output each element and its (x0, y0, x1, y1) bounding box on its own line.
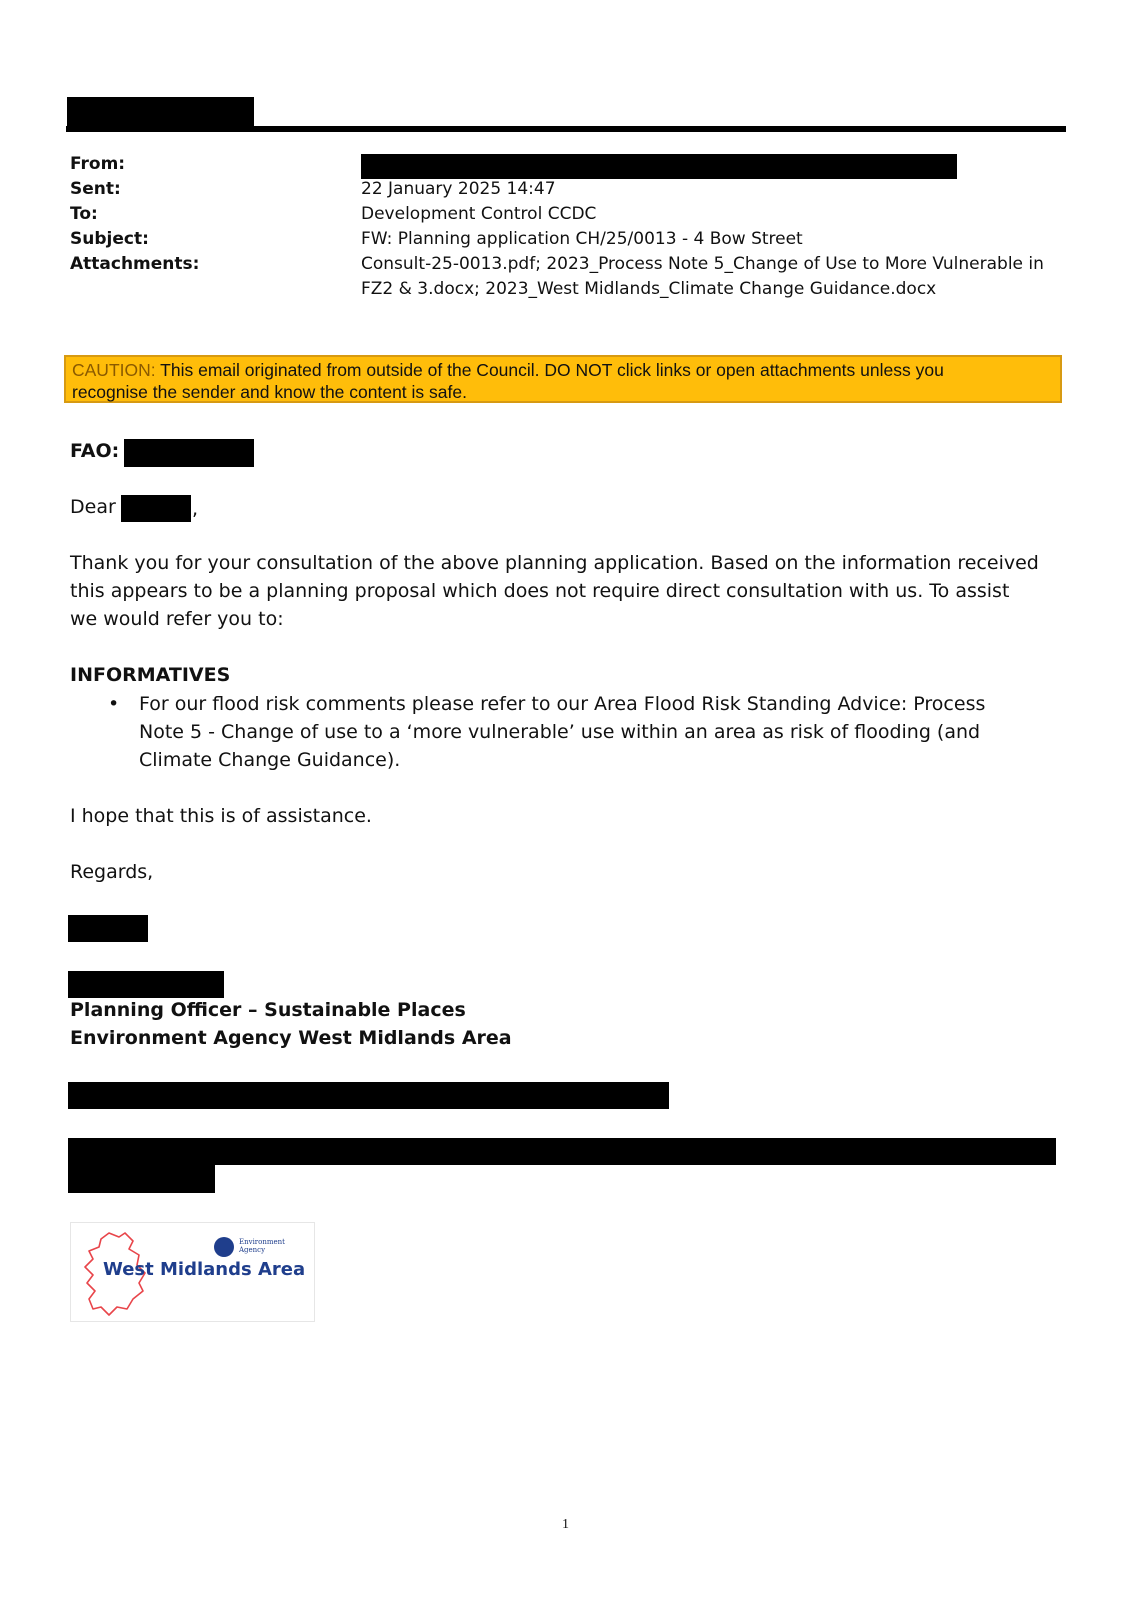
redacted-from-value (361, 154, 957, 179)
redacted-recipient-name (121, 495, 191, 522)
sent-value: 22 January 2025 14:47 (361, 179, 556, 199)
paragraph-line-1: Thank you for your consultation of the above planning application. Based on the information received (70, 552, 1039, 574)
attachments-label: Attachments: (70, 254, 200, 274)
attachments-line-2[interactable]: FZ2 & 3.docx; 2023_West Midlands_Climate Change Guidance.docx (361, 279, 937, 299)
signature-organisation: Environment Agency West Midlands Area (70, 1027, 512, 1049)
paragraph-line-2: this appears to be a planning proposal which does not require direct consultation with us. To assist (70, 580, 1010, 602)
caution-text-1: This email originated from outside of the Council. DO NOT click links or open attachments unless you (160, 360, 944, 380)
redacted-address-line-2 (68, 1165, 215, 1193)
logo-text: West Midlands Area (103, 1259, 306, 1280)
closing-text: I hope that this is of assistance. (70, 805, 372, 827)
caution-banner (64, 355, 1062, 403)
badge-line-2: Agency (239, 1246, 266, 1254)
list-item (70, 690, 1020, 774)
caution-line-1 (72, 359, 1054, 381)
dear-label: Dear (70, 496, 116, 518)
to-value: Development Control CCDC (361, 204, 597, 224)
subject-label: Subject: (70, 229, 149, 249)
bullet-icon: • (108, 693, 120, 715)
redacted-contact-line (68, 1082, 669, 1109)
redacted-fao-name (124, 439, 254, 467)
informatives-heading: INFORMATIVES (70, 664, 231, 686)
redacted-sender-header (67, 97, 254, 129)
bullet-line-2: Note 5 - Change of use to a ‘more vulnerable’ use within an area as risk of flooding (and (139, 721, 981, 743)
sent-label: Sent: (70, 179, 121, 199)
environment-agency-badge (239, 1238, 285, 1254)
informatives-list (70, 690, 1020, 774)
caution-text-2: recognise the sender and know the content is safe. (72, 382, 467, 402)
redacted-signature-line (68, 971, 224, 998)
header-divider (66, 126, 1066, 132)
badge-line-1: Environment (239, 1238, 285, 1246)
signature-title: Planning Officer – Sustainable Places (70, 999, 466, 1021)
from-label: From: (70, 154, 126, 174)
bullet-line-1: For our flood risk comments please refer to our Area Flood Risk Standing Advice: Process (139, 693, 986, 715)
bullet-line-3: Climate Change Guidance). (139, 749, 401, 771)
west-midlands-area-logo (70, 1222, 315, 1322)
environment-agency-icon (214, 1237, 234, 1257)
redacted-signature-name (68, 915, 148, 942)
page-number: 1 (562, 1517, 569, 1532)
dear-comma: , (192, 498, 199, 520)
caution-prefix: CAUTION: (72, 360, 156, 380)
to-label: To: (70, 204, 98, 224)
fao-label: FAO: (70, 440, 120, 462)
attachments-line-1[interactable]: Consult-25-0013.pdf; 2023_Process Note 5_Change of Use to More Vulnerable in (361, 254, 1044, 274)
subject-value: FW: Planning application CH/25/0013 - 4 Bow Street (361, 229, 803, 249)
redacted-address-line-1 (68, 1138, 1056, 1165)
regards-text: Regards, (70, 861, 154, 883)
paragraph-line-3: we would refer you to: (70, 608, 284, 630)
